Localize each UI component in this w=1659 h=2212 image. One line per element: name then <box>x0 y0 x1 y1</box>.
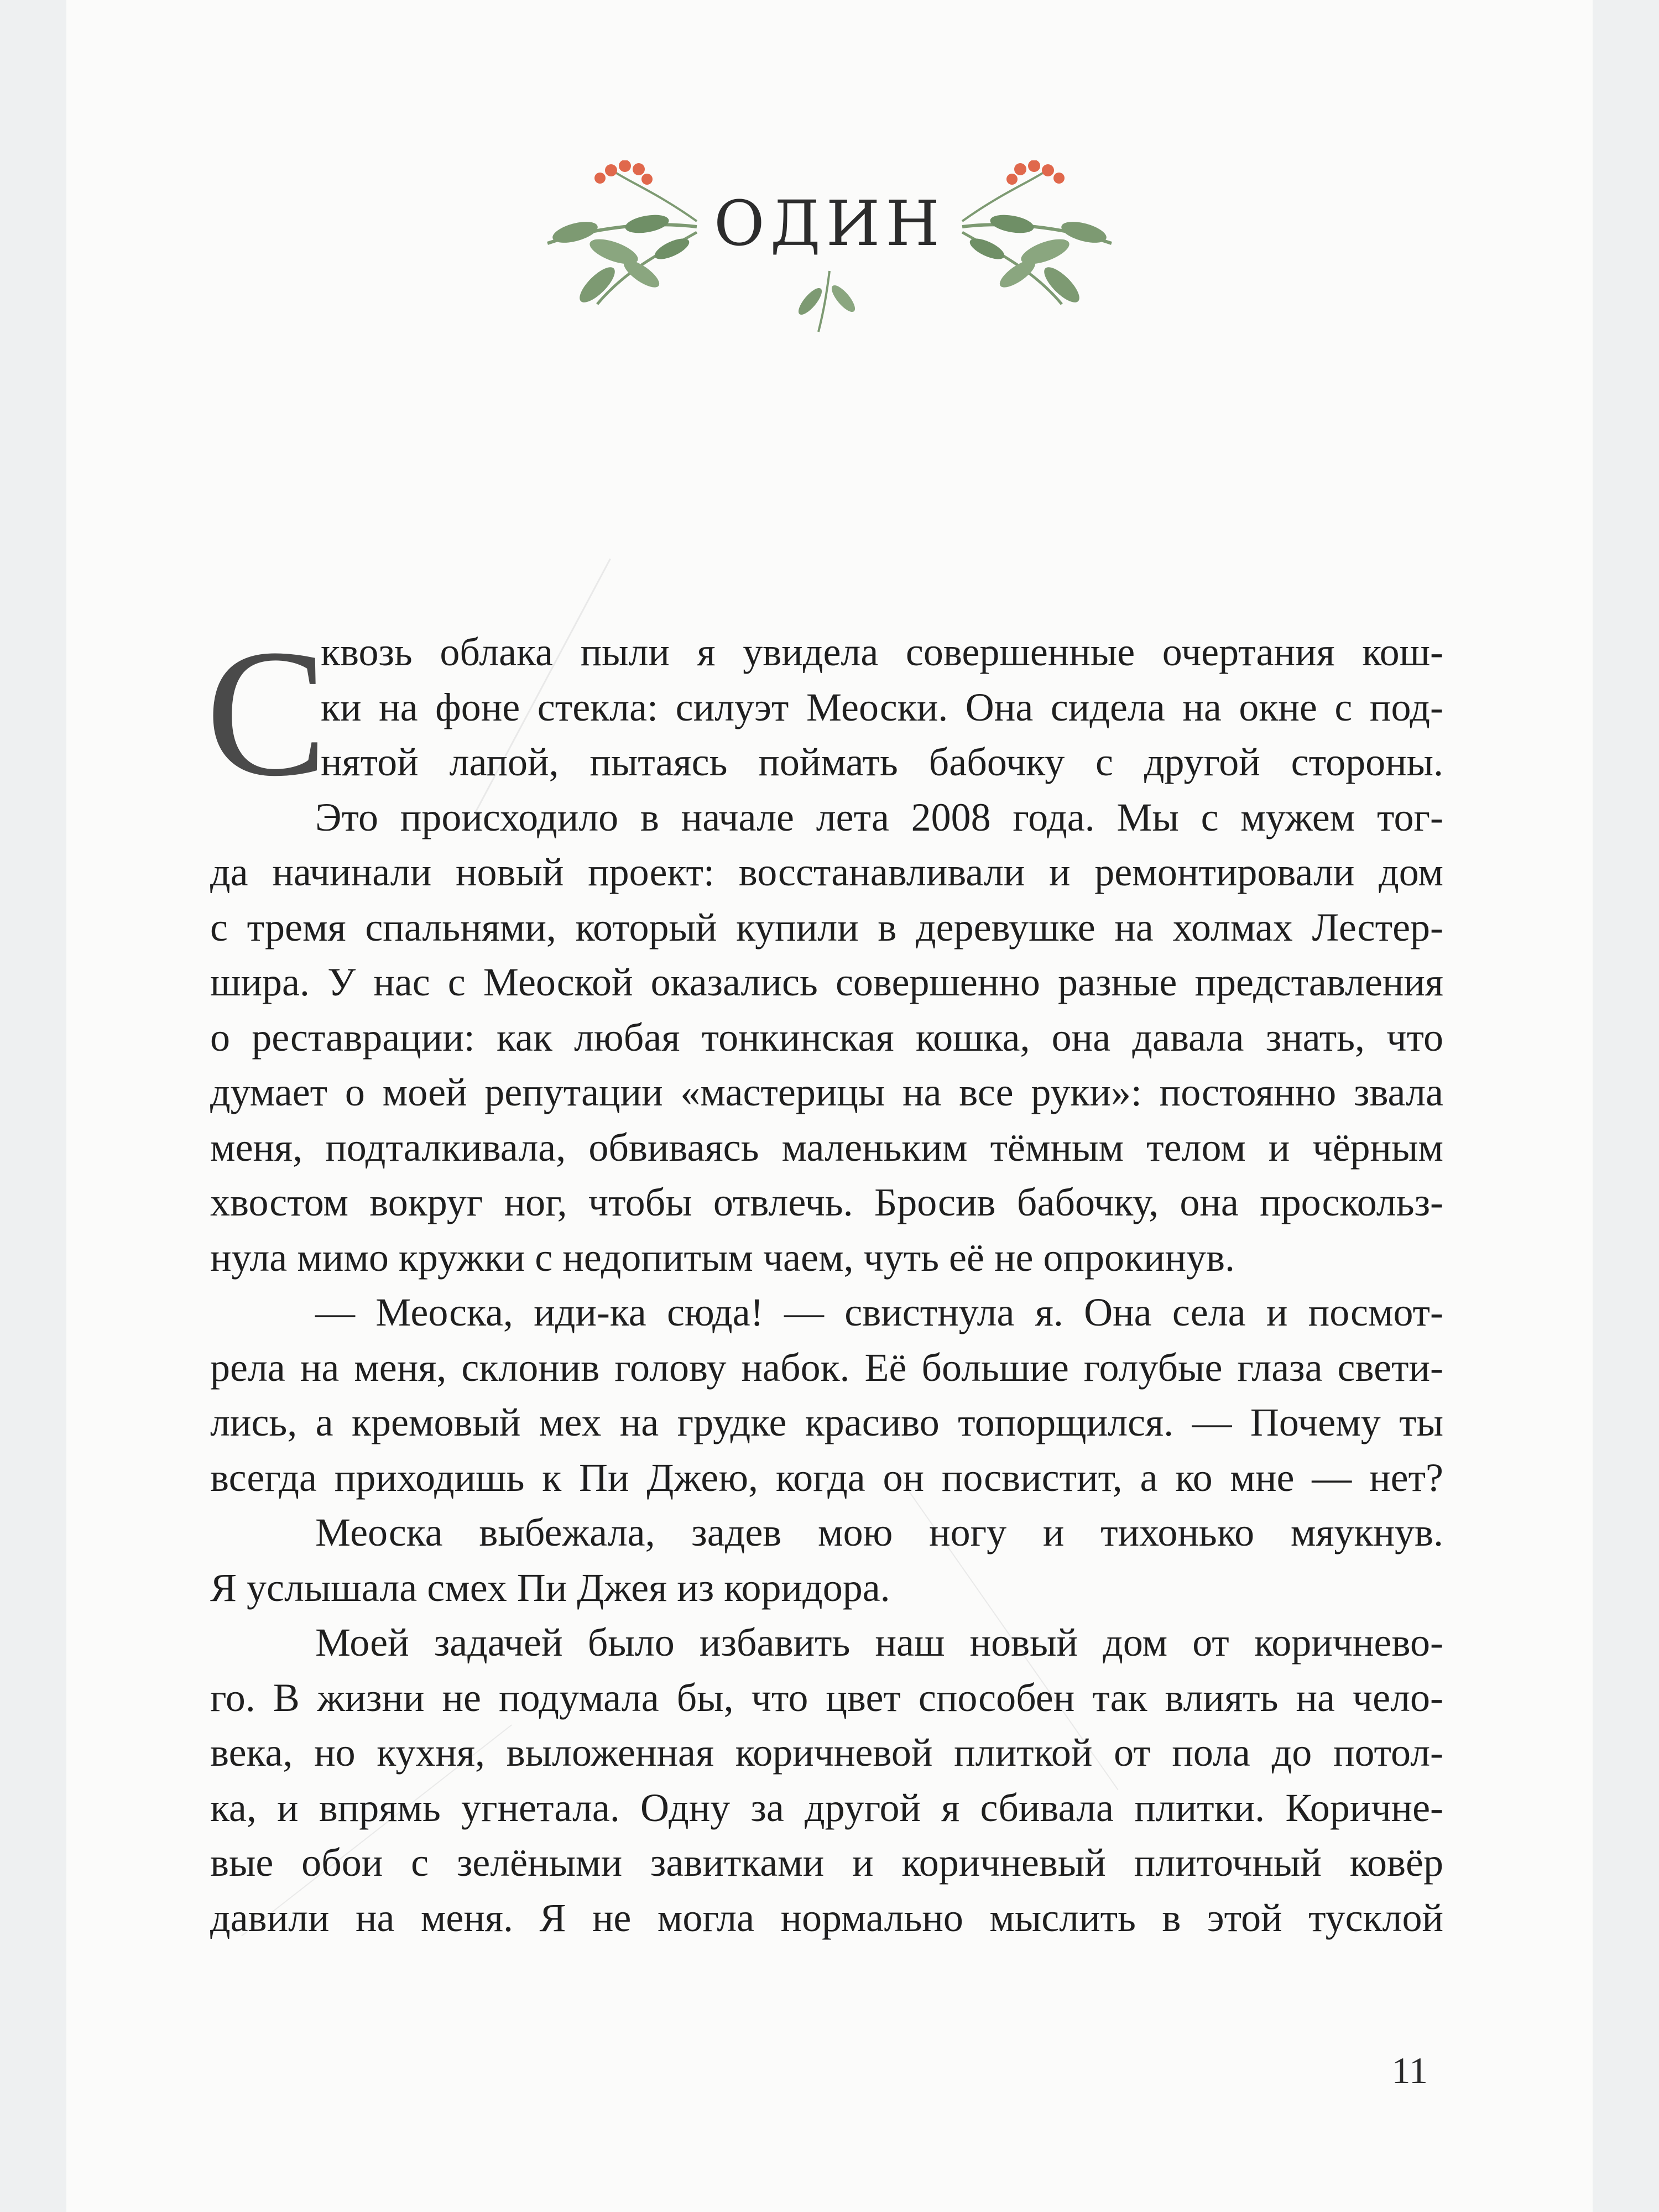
body-text <box>210 625 1443 1945</box>
text-line: рела на меня, склонив голову набок. Её большие голубые глаза свети- <box>210 1345 1443 1390</box>
text-line: Это происходило в начале лета 2008 года. Мы с мужем тог- <box>315 795 1443 839</box>
text-line: лись, а кремовый мех на грудке красиво топорщился. — Почему ты <box>210 1400 1443 1444</box>
text-line: го. В жизни не подумала бы, что цвет способен так влиять на чело- <box>210 1675 1443 1720</box>
text-line: нула мимо кружки с недопитым чаем, чуть её не опрокинув. <box>210 1235 1235 1280</box>
text-line: века, но кухня, выложенная коричневой плиткой от пола до потол- <box>210 1730 1443 1775</box>
text-line: давили на меня. Я не могла нормально мыслить в этой тусклой <box>210 1895 1443 1940</box>
text-line: шира. У нас с Меоской оказались совершенно разные представления <box>210 960 1443 1004</box>
text-line: о реставрации: как любая тонкинская кошка, она давала знать, что <box>210 1015 1443 1060</box>
text-line: с тремя спальнями, который купили в деревушке на холмах Лестер- <box>210 905 1443 950</box>
paragraph <box>210 790 1443 1286</box>
paragraph <box>210 1285 1443 1505</box>
text-line: меня, подталкивала, обвиваясь маленьким тёмным телом и чёрным <box>210 1125 1443 1170</box>
text-line: Я услышала смех Пи Джея из коридора. <box>210 1565 890 1610</box>
text-line: думает о моей репутации «мастерицы на все руки»: постоянно звала <box>210 1070 1443 1114</box>
paragraph <box>210 1505 1443 1615</box>
paragraph <box>210 625 1443 790</box>
text-line: Меоска выбежала, задев мою ногу и тихонько мяукнув. <box>315 1510 1443 1554</box>
text-line: квозь облака пыли я увидела совершенные очертания кош- <box>321 630 1443 674</box>
paragraph <box>210 1615 1443 1945</box>
text-line: нятой лапой, пытаясь поймать бабочку с другой стороны. <box>321 740 1443 784</box>
text-line: хвостом вокруг ног, чтобы отвлечь. Бросив бабочку, она проскольз- <box>210 1180 1443 1224</box>
text-line: всегда приходишь к Пи Джею, когда он посвистит, а ко мне — нет? <box>210 1455 1443 1500</box>
text-line: — Меоска, иди-ка сюда! — свистнула я. Она села и посмот- <box>315 1290 1443 1334</box>
drop-cap: С <box>206 612 328 814</box>
bottom-sprig-icon <box>795 271 858 332</box>
chapter-title: ОДИН <box>713 188 946 260</box>
text-line: ки на фоне стекла: силуэт Меоски. Она сидела на окне с под- <box>321 685 1443 729</box>
text-line: да начинали новый проект: восстанавливали и ремонтировали дом <box>210 850 1443 894</box>
text-line: вые обои с зелёными завитками и коричневый плиточный ковёр <box>210 1840 1443 1885</box>
text-line: ка, и впрямь угнетала. Одну за другой я сбивала плитки. Коричне- <box>210 1785 1443 1830</box>
text-line: Моей задачей было избавить наш новый дом от коричнево- <box>315 1620 1443 1665</box>
page-number: 11 <box>1391 2049 1428 2091</box>
